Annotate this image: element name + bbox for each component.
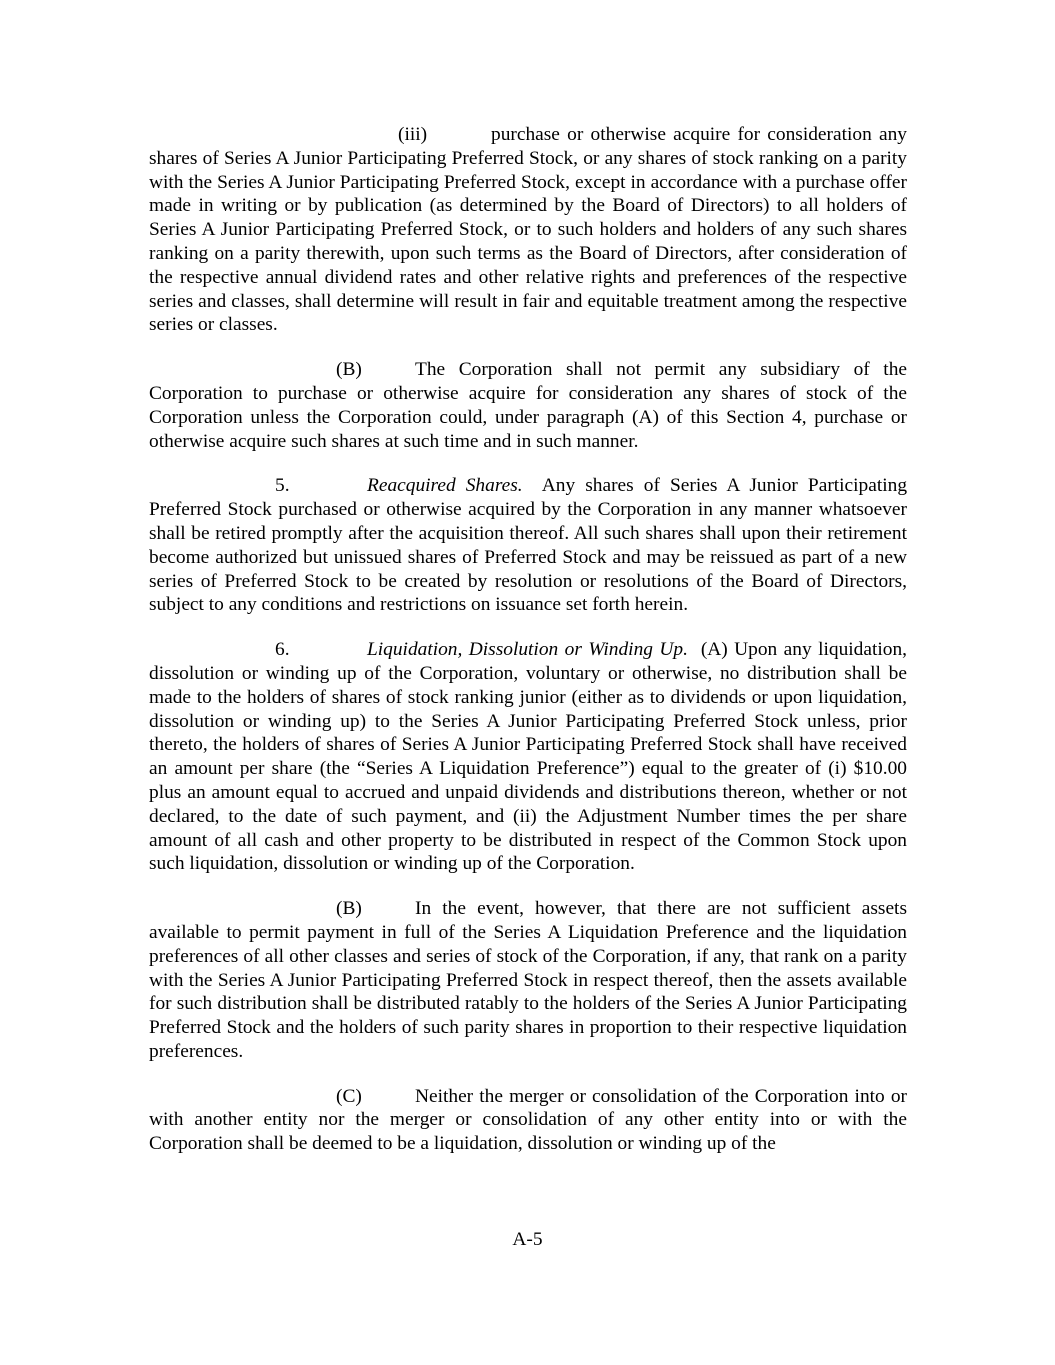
paragraph-text: The Corporation shall not permit any subsidiary of the Corporation to purchase or otherwise acquire for consideration any shares of stock of the Corporation unless the Corporation could, under paragraph (A) of this Section 4, purchase or otherwise acquire such shares at such time and in such manner.	[149, 359, 907, 452]
paragraph-text: purchase or otherwise acquire for consideration any shares of Series A Junior Participating Preferred Stock, or any shares of stock ranking on a parity with the Series A Junior Participating Preferred Stock, except in accordance with a purchase offer made in writing or by publication (as determined by the Board of Directors) to all holders of Series A Junior Participating Preferred Stock, or to such holders and holders of any such shares ranking on a parity therewith, upon such terms as the Board of Directors, after consideration of the respective annual dividend rates and other relative rights and preferences of the respective series and classes, shall determine will result in fair and equitable treatment among the respective series or classes.	[149, 124, 907, 336]
paragraph-marker: (iii)	[398, 124, 428, 145]
paragraph-4b	[149, 358, 907, 453]
section-6-liquidation	[149, 638, 907, 876]
paragraph-text: Any shares of Series A Junior Participating Preferred Stock purchased or otherwise acquired by the Corporation in any manner whatsoever shall be retired promptly after the acquisition thereof. All such shares shall upon their retirement become authorized but unissued shares of Preferred Stock and may be reissued as part of a new series of Preferred Stock to be created by resolution or resolutions of the Board of Directors, subject to any conditions and restrictions on issuance set forth herein.	[149, 475, 908, 616]
paragraph-iii	[149, 123, 907, 337]
section-heading: Liquidation, Dissolution or Winding Up.	[367, 639, 688, 661]
paragraph-text: (A) Upon any liquidation, dissolution or winding up of the Corporation, voluntary or otherwise, no distribution shall be made to the holders of shares of stock ranking junior (either as to dividends or upon liquidation, dissolution or winding up) to the Series A Junior Participating Preferred Stock unless, prior thereto, the holders of shares of Series A Junior Participating Preferred Stock shall have received an amount per share (the “Series A Liquidation Preference”) equal to the greater of (i) $10.00 plus an amount equal to accrued and unpaid dividends and distributions thereon, whether or not declared, to the date of such payment, and (ii) the Adjustment Number times the per share amount of all cash and other property to be distributed in respect of the Common Stock upon such liquidation, dissolution or winding up of the Corporation.	[149, 639, 907, 875]
paragraph-text: Neither the merger or consolidation of the Corporation into or with another entity nor the merger or consolidation of any other entity into or with the Corporation shall be deemed to be a liquidation, dissolution or winding up of the	[149, 1085, 907, 1155]
paragraph-6b	[149, 897, 907, 1064]
section-5-reacquired-shares	[149, 474, 907, 617]
section-number: 6.	[275, 639, 290, 661]
paragraph-text: In the event, however, that there are not sufficient assets available to permit payment in full of the Series A Liquidation Preference and the liquidation preferences of all other classes and series of stock of the Corporation, if any, that rank on a parity with the Series A Junior Participating Preferred Stock in respect thereof, then the assets available for such distribution shall be distributed ratably to the holders of the Series A Junior Participating Preferred Stock and the holders of such parity shares in proportion to their respective liquidation preferences.	[149, 898, 907, 1062]
paragraph-marker: (B)	[336, 359, 362, 381]
section-heading: Reacquired Shares.	[367, 475, 523, 497]
paragraph-6c	[149, 1085, 907, 1156]
page-number: A-5	[512, 1229, 543, 1250]
body-text	[149, 123, 907, 1177]
paragraph-marker: (C)	[336, 1085, 362, 1107]
section-number: 5.	[275, 475, 290, 497]
paragraph-marker: (B)	[336, 898, 362, 920]
